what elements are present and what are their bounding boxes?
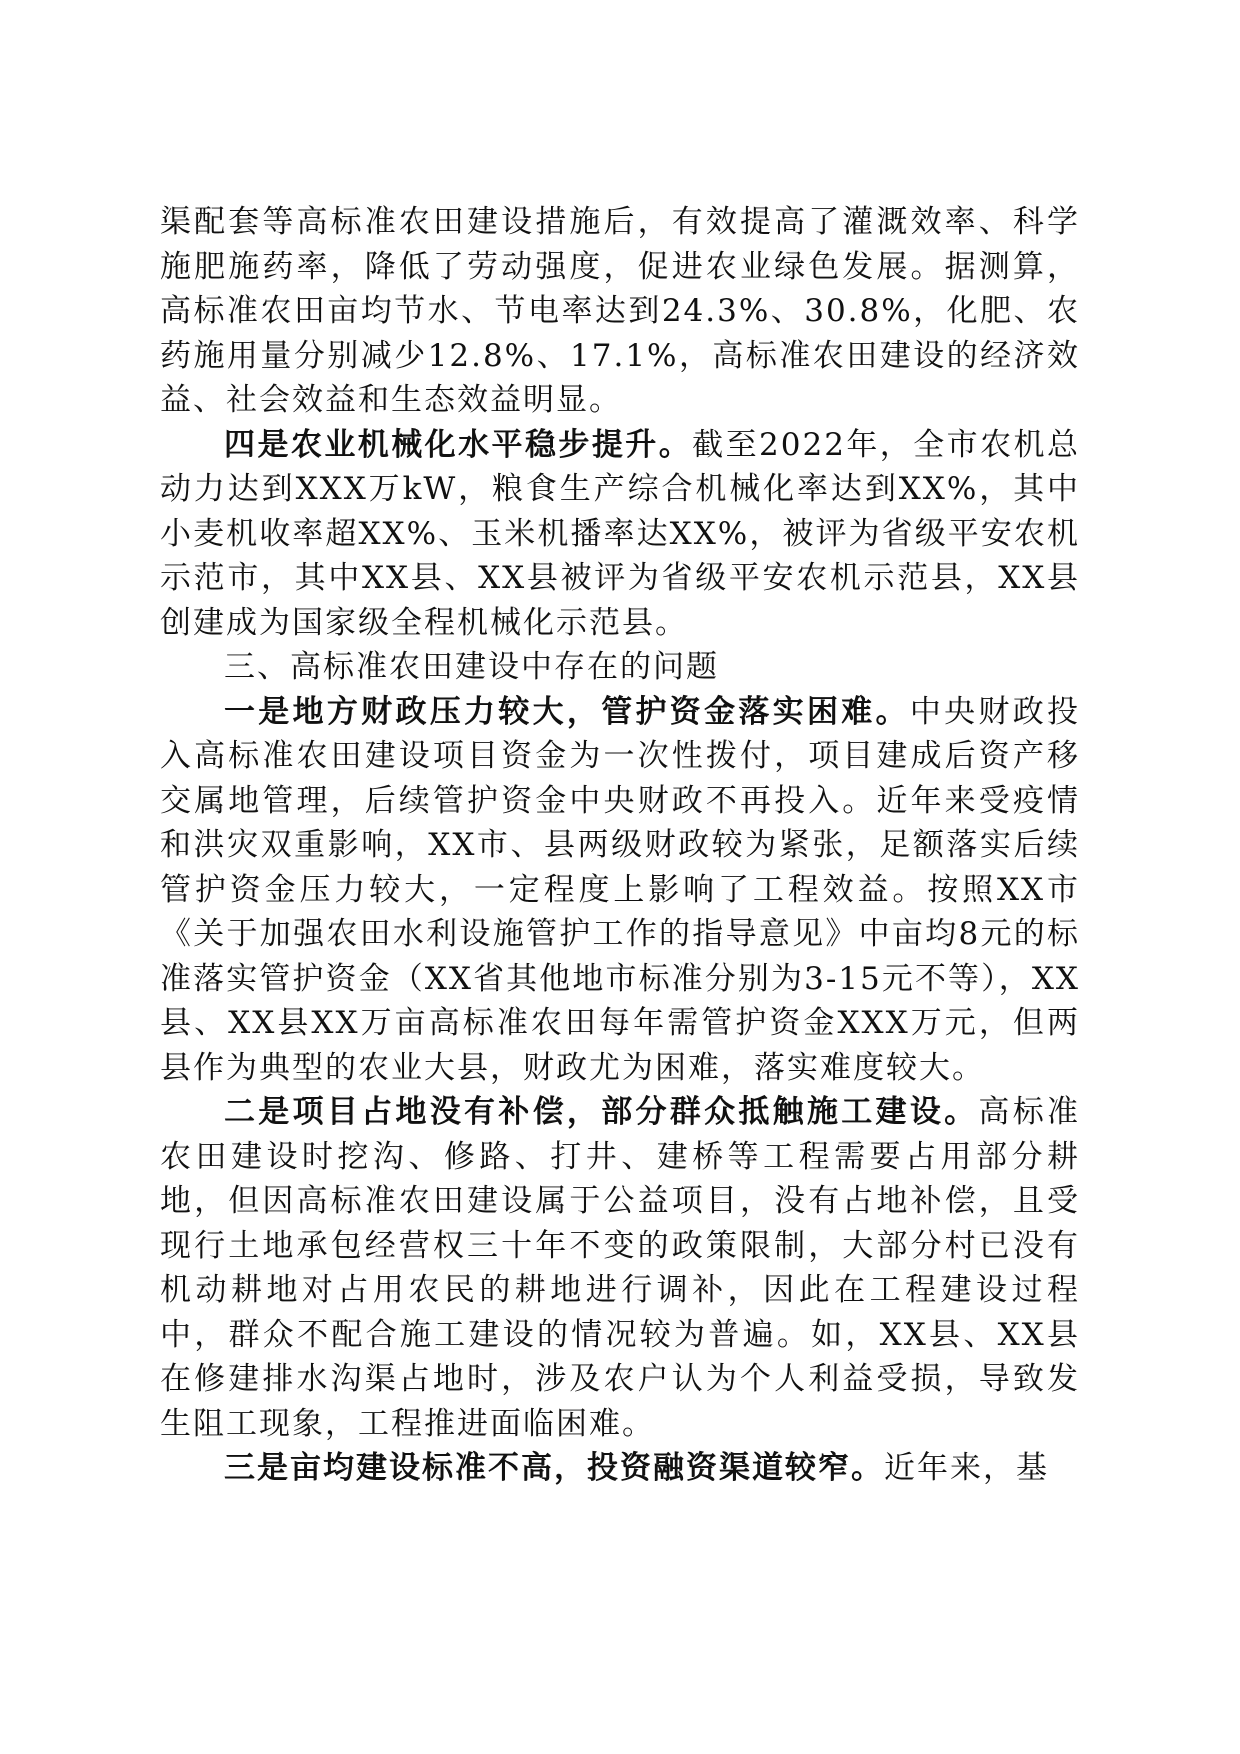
paragraph-text: 截至2022年，全市农机总动力达到XXX万kW，粮食生产综合机械化率达到XX%，其中小麦机收率超XX%、玉米机播率达XX%，被评为省级平安农机示范市，其中XX县、XX县被评为省级平安农机示范县，XX县创建成为国家级全程机械化示范县。 — [160, 426, 1080, 641]
paragraph-lead: 三是亩均建设标准不高，投资融资渠道较窄。 — [224, 1450, 884, 1486]
document-page — [160, 200, 1080, 1491]
paragraph-text: 渠配套等高标准农田建设措施后，有效提高了灌溉效率、科学施肥施药率，降低了劳动强度，促进农业绿色发展。据测算，高标准农田亩均节水、节电率达到24.3%、30.8%，化肥、农药施用量分别减少12.8%、17.1%，高标准农田建设的经济效益、社会效益和生态效益明显。 — [160, 204, 1080, 418]
paragraph-lead: 二是项目占地没有补偿，部分群众抵触施工建设。 — [224, 1094, 979, 1130]
paragraph-mechanization — [160, 423, 1080, 646]
paragraph-text: 中央财政投入高标准农田建设项目资金为一次性拨付，项目建成后资产移交属地管理，后续管护资金中央财政不再投入。近年来受疫情和洪灾双重影响，XX市、县两级财政较为紧张，足额落实后续管护资金压力较大，一定程度上影响了工程效益。按照XX市《关于加强农田水利设施管护工作的指导意见》中亩均8元的标准落实管护资金（XX省其他地市标准分别为3-15元不等），XX县、XX县XX万亩高标准农田每年需管护资金XXX万元，但两县作为典型的农业大县，财政尤为困难，落实难度较大。 — [160, 693, 1081, 1086]
paragraph-land-compensation — [160, 1090, 1080, 1446]
paragraph-finance-pressure — [160, 690, 1080, 1091]
section-heading-text: 三、高标准农田建设中存在的问题 — [224, 649, 719, 685]
paragraph-lead: 四是农业机械化水平稳步提升。 — [224, 426, 693, 463]
paragraph-text: 高标准农田建设时挖沟、修路、打井、建桥等工程需要占用部分耕地，但因高标准农田建设属于公益项目，没有占地补偿，且受现行土地承包经营权三十年不变的政策限制，大部分村已没有机动耕地对占用农民的耕地进行调补，因此在工程建设过程中，群众不配合施工建设的情况较为普遍。如，XX县、XX县在修建排水沟渠占地时，涉及农户认为个人利益受损，导致发生阻工现象，工程推进面临困难。 — [160, 1094, 1081, 1442]
paragraph-continuation — [160, 200, 1080, 423]
paragraph-text: 近年来，基 — [884, 1450, 1049, 1486]
paragraph-investment-standard — [160, 1446, 1080, 1491]
section-heading — [160, 645, 1080, 690]
paragraph-lead: 一是地方财政压力较大，管护资金落实困难。 — [224, 693, 910, 730]
